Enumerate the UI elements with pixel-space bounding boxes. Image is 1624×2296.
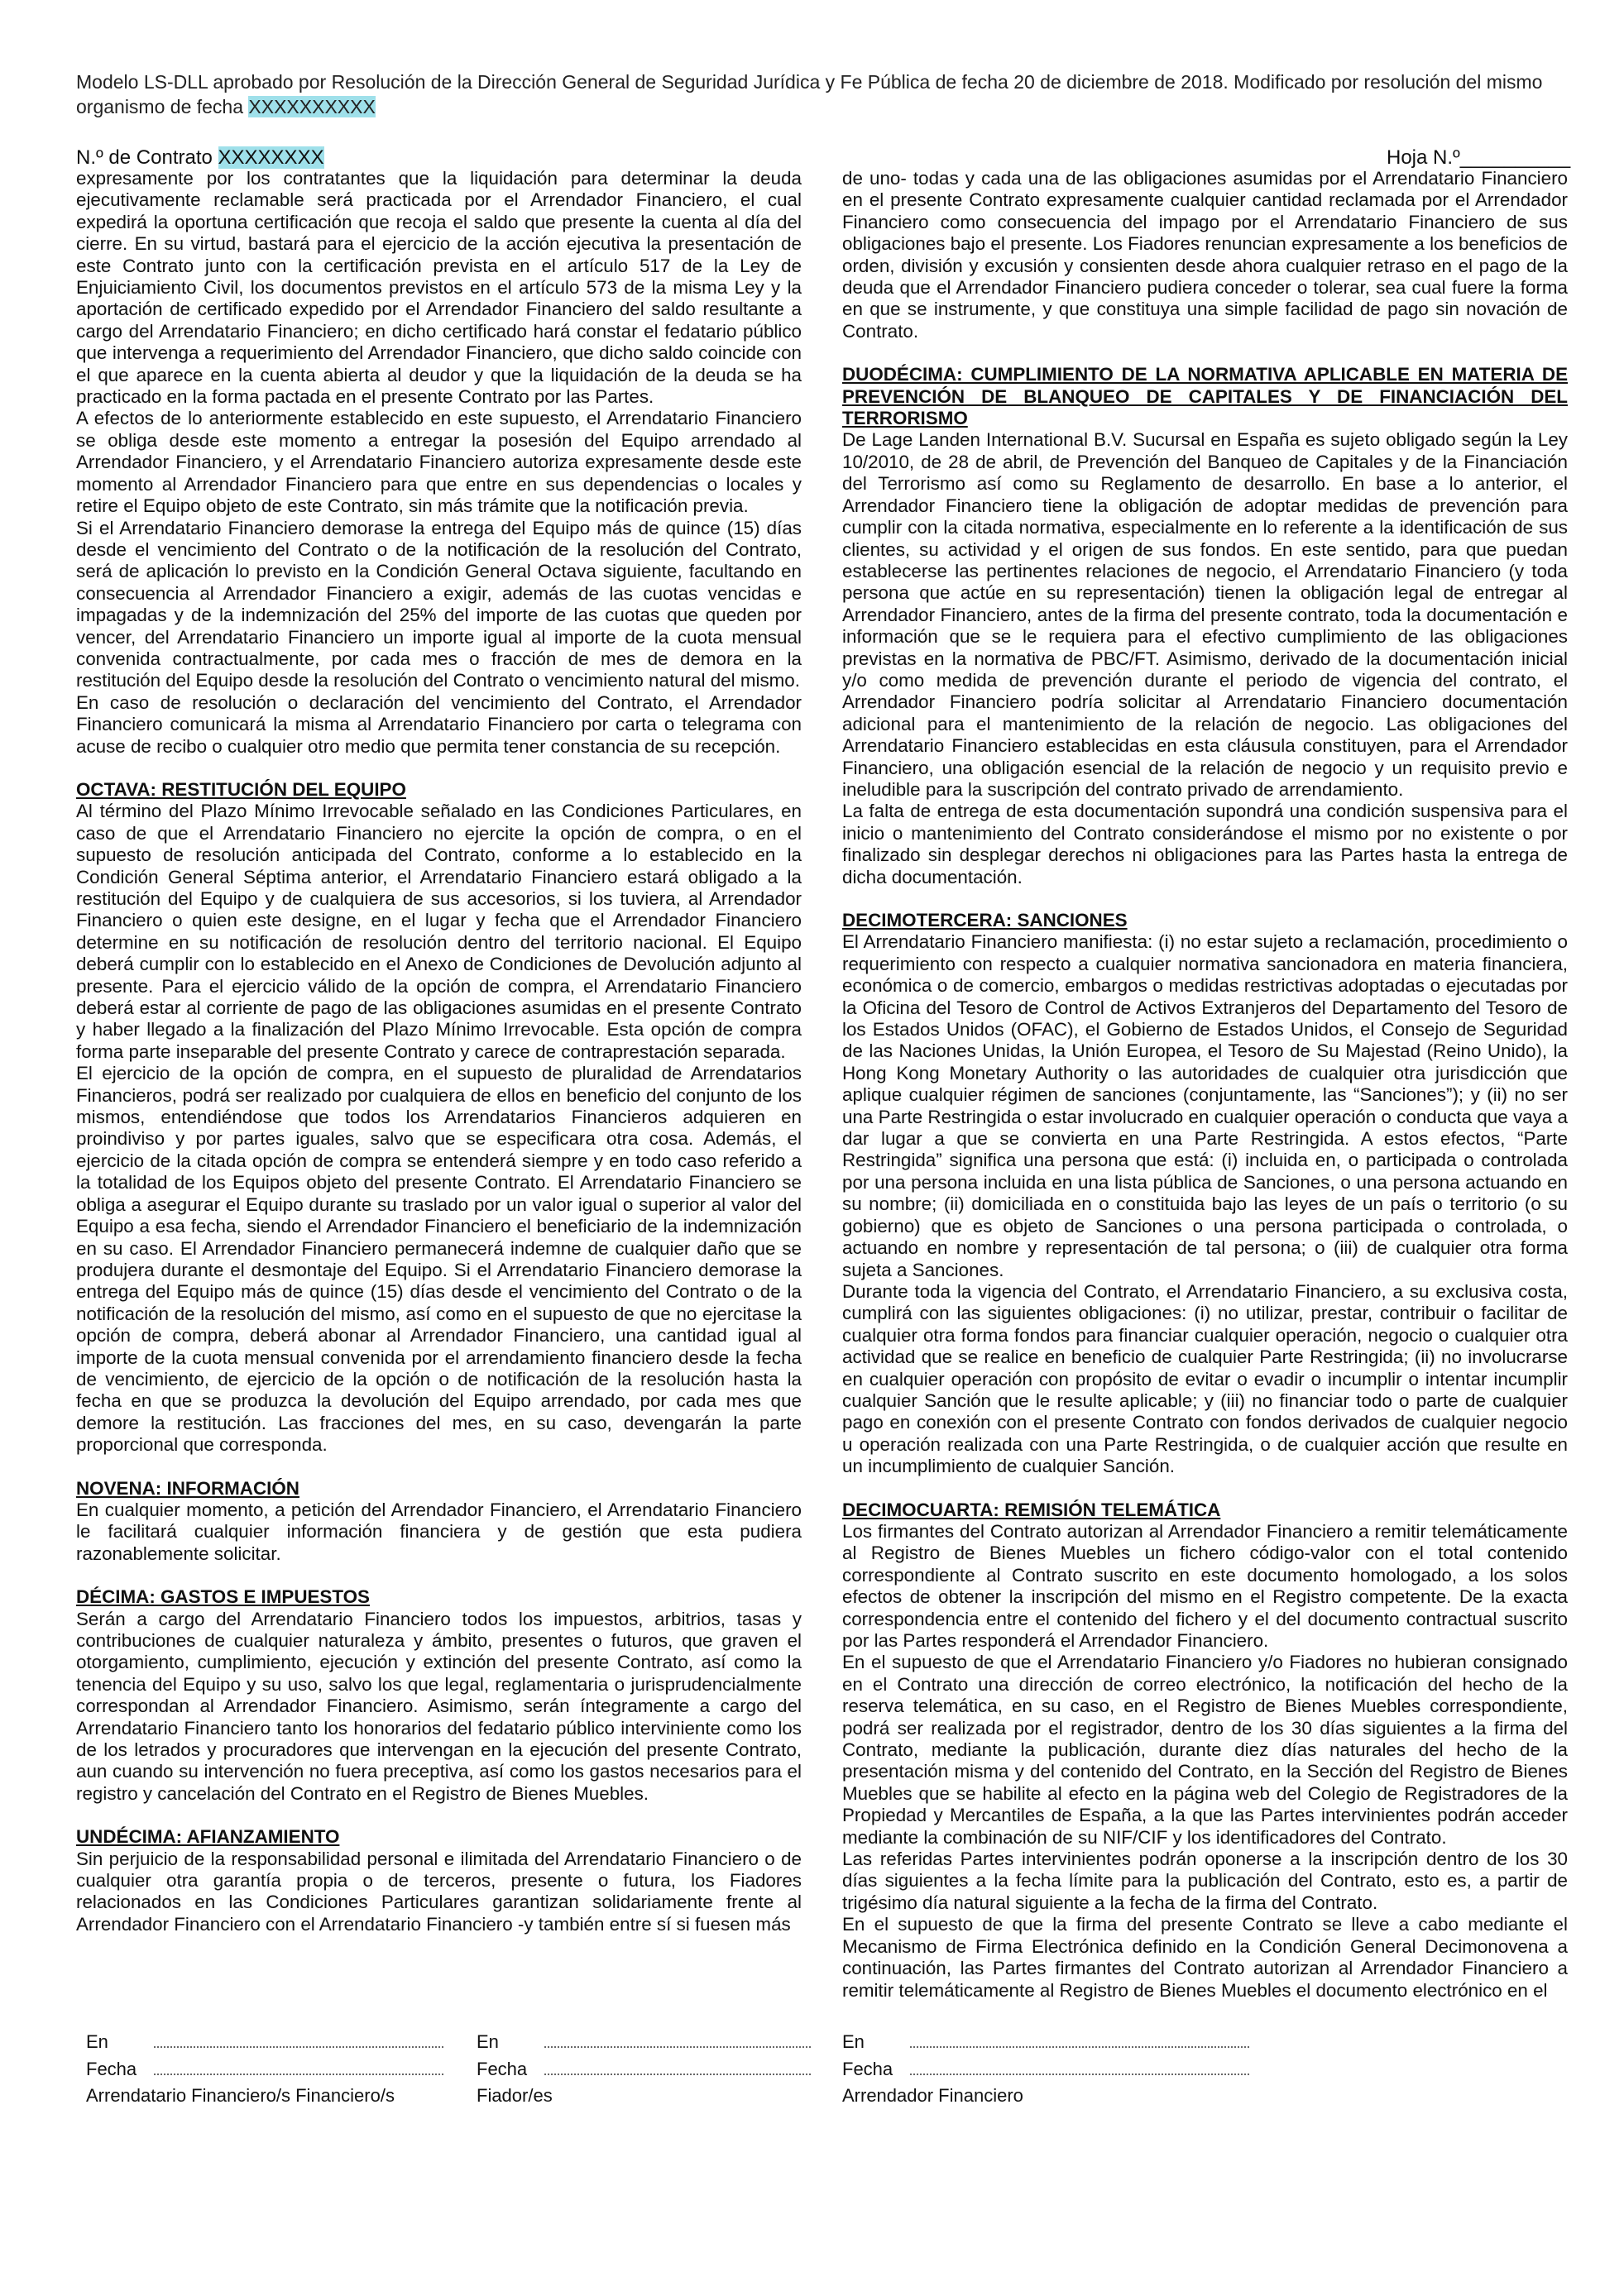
paragraph: expresamente por los contratantes que la liquidación para determinar la deuda ejecutivamente reclamable será practicada por el Arrendador Financiero, el cual expedirá la oportuna certificación que recoja el saldo que presente la cuenta al día del cierre. En su virtud, bastará para el ejercicio de la acción ejecutiva la presentación de este Contrato junto con la certificación prevista en el artículo 517 de la Ley de Enjuiciamiento Civil, los documentos previstos en el artículo 573 de la misma Ley y la aportación de certificado expedido por el Arrendador Financiero del saldo resultante a cargo del Arrendatario Financiero; en dicho certificado hará constar el fedatario público que intervenga a requerimiento del Arrendador Financiero, que dicho saldo coincide con el que aparece en la cuenta abierta al deudor y que la liquidación de la deuda se ha practicado en la forma pactada en el presente Contrato por las Partes. [76, 168, 802, 408]
paragraph: En el supuesto de que la firma del presente Contrato se lleve a cabo mediante el Mecanismo de Firma Electrónica definido en la Condición General Decimonovena a continuación, las Partes firmantes del Contrato autorizan al Arrendador Financiero a remitir telemáticamente al Registro de Bienes Muebles el documento electrónico en el [842, 1914, 1568, 2001]
place-label: En [86, 2031, 108, 2052]
date-label: Fecha [86, 2059, 137, 2079]
paragraph: Al término del Plazo Mínimo Irrevocable señalado en las Condiciones Particulares, en caso de que el Arrendatario Financiero no ejercite la opción de compra, o en el supuesto de resolución anticipada del Contrato, conforme a lo establecido en la Condición General Séptima anterior, el Arrendatario Financiero estará obligado a la restitución del Equipo y de cualquiera de sus accesorios, si los tuviera, al Arrendador Financiero o quien este designe, en el lugar y fecha que el Arrendador Financiero determine en su notificación de resolución dentro del territorio nacional. El Equipo deberá cumplir con lo establecido en el Anexo de Condiciones de Devolución adjunto al presente. Para el ejercicio válido de la opción de compra, el Arrendatario Financiero deberá estar al corriente de pago de las obligaciones asumidas en el presente Contrato y haber llegado a la finalización del Plazo Mínimo Irrevocable. Esta opción de compra forma parte inseparable del presente Contrato y carece de contraprestación separada. [76, 801, 802, 1062]
date-field[interactable] [544, 2055, 811, 2075]
signature-block-guarantor [477, 2028, 811, 2109]
paragraph: Si el Arrendatario Financiero demorase la entrega del Equipo más de quince (15) días desde el vencimiento del Contrato o de la notificación de la resolución del Contrato, será de aplicación lo previsto en la Condición General Octava siguiente, facultando en consecuencia al Arrendador Financiero a exigir, además de las cuotas vencidas e impagadas y de la indemnización del 25% del importe de las cuotas que queden por vencer, del Arrendatario Financiero un importe igual al importe de la cuota mensual convenida contractualmente, por cada mes o fracción de mes de demora en la restitución del Equipo desde la resolución del Contrato o vencimiento natural del mismo. [76, 517, 802, 691]
contract-number-label: N.º de Contrato [76, 146, 218, 169]
signer-role: Fiador/es [477, 2085, 553, 2106]
paragraph: A efectos de lo anteriormente establecido en este supuesto, el Arrendatario Financiero se obliga desde este momento a entregar la posesión del Equipo arrendado al Arrendador Financiero, y el Arrendatario Financiero autoriza expresamente desde este momento al Arrendador Financiero para que entre en sus dependencias o locales y retire el Equipo objeto de este Contrato, sin más trámite que la notificación previa. [76, 408, 802, 517]
signer-role: Arrendador Financiero [842, 2085, 1023, 2106]
place-field[interactable] [910, 2028, 1249, 2048]
signature-block-lessor [842, 2028, 1249, 2109]
section-heading-decimocuarta: DECIMOCUARTA: REMISIÓN TELEMÁTICA [842, 1499, 1221, 1520]
paragraph: Sin perjuicio de la responsabilidad personal e ilimitada del Arrendatario Financiero o de cualquier otra garantía propia o de terceros, presente o futura, los Fiadores relacionados en las Condiciones Particulares garantizan solidariamente frente al Arrendador Financiero con el Arrendatario Financiero -y también entre sí si fuesen más [76, 1848, 802, 1935]
paragraph: Serán a cargo del Arrendatario Financiero todos los impuestos, arbitrios, tasas y contribuciones de cualquier naturaleza y ámbito, presentes o futuros, que graven el otorgamiento, cumplimiento, ejecución y extinción del presente Contrato, así como la tenencia del Equipo y su uso, salvo los que legal, reglamentaria o jurisprudencialmente correspondan al Arrendador Financiero. Asimismo, serán íntegramente a cargo del Arrendatario Financiero tanto los honorarios del fedatario público interviniente como los de los letrados y procuradores que intervengan en la ejecución del presente Contrato, aun cuando su intervención no fuera preceptiva, así como los gastos necesarios para el registro y cancelación del Contrato en el Registro de Bienes Muebles. [76, 1608, 802, 1804]
section-heading-novena: NOVENA: INFORMACIÓN [76, 1477, 299, 1499]
paragraph: En el supuesto de que el Arrendatario Financiero y/o Fiadores no hubieran consignado en el Contrato una dirección de correo electrónico, la notificación del hecho de la reserva telemática, en su caso, en el Registro de Bienes Muebles correspondiente, podrá ser realizada por el registrador, dentro de los 30 días siguientes a la firma del Contrato, mediante la publicación, durante diez días naturales del hecho de la presentación misma y del contenido del Contrato, en la Sección del Registro de Bienes Muebles que se habilite al efecto en la página web del Colegio de Registradores de la Propiedad y Mercantiles de España, a la que las Partes intervinientes podrán acceder mediante la combinación de su NIF/CIF y los identificadores del Contrato. [842, 1652, 1568, 1848]
left-column [76, 168, 802, 1935]
date-field[interactable] [910, 2055, 1249, 2075]
contract-number [76, 146, 324, 170]
signature-block-lessee [86, 2028, 443, 2109]
document-header [76, 69, 1565, 119]
section-heading-octava: OCTAVA: RESTITUCIÓN DEL EQUIPO [76, 778, 406, 800]
place-label: En [477, 2031, 499, 2052]
signer-role: Arrendatario Financiero/s Financiero/s [86, 2085, 395, 2106]
place-field[interactable] [154, 2028, 443, 2048]
header-text: Modelo LS-DLL aprobado por Resolución de la Dirección General de Seguridad Jurídica y Fe Pública de fecha 20 de diciembre de 2018. Modificado por resolución del mismo organismo de fecha [76, 71, 1543, 117]
paragraph: En cualquier momento, a petición del Arrendador Financiero, el Arrendatario Financiero le facilitará cualquier información financiera y de gestión que esta pudiera razonablemente solicitar. [76, 1499, 802, 1564]
date-field[interactable] [154, 2055, 443, 2075]
date-label: Fecha [477, 2059, 528, 2079]
section-heading-undecima: UNDÉCIMA: AFIANZAMIENTO [76, 1826, 340, 1848]
paragraph: La falta de entrega de esta documentación supondrá una condición suspensiva para el inicio o mantenimiento del Contrato considerándose el mismo por no existente o por finalizado sin desplegar derechos ni obligaciones para las Partes hasta la entrega de dicha documentación. [842, 801, 1568, 887]
paragraph: En caso de resolución o declaración del vencimiento del Contrato, el Arrendador Financiero comunicará la misma al Arrendatario Financiero por carta o telegrama con acuse de recibo o cualquier otro medio que permita tener constancia de su recepción. [76, 691, 802, 757]
paragraph: El Arrendatario Financiero manifiesta: (i) no estar sujeto a reclamación, procedimiento o requerimiento con respecto a cualquier normativa sancionadora en materia financiera, económica o de comercio, embargos o medidas restrictivas adoptadas o ejecutadas por la Oficina del Tesoro de Control de Activos Extranjeros del Departamento del Tesoro de los Estados Unidos (OFAC), el Gobierno de Estados Unidos, el Consejo de Seguridad de las Naciones Unidas, la Unión Europea, el Tesoro de Su Majestad (Reino Unido), la Hong Kong Monetary Authority o las autoridades de cualquier otra jurisdicción que aplique cualquier régimen de sanciones (conjuntamente, las “Sanciones”); y (ii) no ser una Parte Restringida o estar involucrado en cualquier operación o conducta que vaya a dar lugar a que se convierta en una Parte Restringida. A estos efectos, “Parte Restringida” significa una persona que está: (i) incluida en, o participada o controlada por una persona incluida en una lista pública de Sanciones, o una persona actuando en su nombre; (ii) domiciliada en o constituida bajo las leyes de un país o territorio (o su gobierno) que es objeto de Sanciones o una persona participada o controlada, o actuando en nombre y representación de tal persona; o (iii) de cualquier otra forma sujeta a Sanciones. [842, 931, 1568, 1280]
paragraph: De Lage Landen International B.V. Sucursal en España es sujeto obligado según la Ley 10/2010, de 28 de abril, de Prevención del Banqueo de Capitales y de la Financiación del Terrorismo así como su Reglamento de desarrollo. En base a lo anterior, el Arrendador Financiero tiene la obligación de adoptar medidas de prevención para cumplir con la citada normativa, especialmente en lo referente a la identificación de sus clientes, su actividad y el origen de sus fondos. En este sentido, para que puedan establecerse las pertinentes relaciones de negocio, el Arrendatario Financiero (y toda persona que actúe en su representación) tienen la obligación legal de entregar al Arrendador Financiero, antes de la firma del presente contrato, toda la documentación e información que se le requiera para el efectivo cumplimiento de las obligaciones previstas en la normativa de PBC/FT. Asimismo, derivado de la documentación inicial y/o como medida de prevención durante el periodo de vigencia del contrato, el Arrendador Financiero podría solicitar al Arrendatario Financiero documentación adicional para el mantenimiento de la relación de negocio. Las obligaciones del Arrendatario Financiero establecidas en esta cláusula constituyen, para el Arrendador Financiero, una obligación esencial de la relación de negocio y un requisito previo e ineludible para la suscripción del contrato privado de arrendamiento. [842, 429, 1568, 800]
place-label: En [842, 2031, 865, 2052]
date-label: Fecha [842, 2059, 893, 2079]
contract-number-value: XXXXXXXX [218, 146, 324, 169]
section-heading-decimotercera: DECIMOTERCERA: SANCIONES [842, 910, 1128, 930]
paragraph: Los firmantes del Contrato autorizan al Arrendador Financiero a remitir telemáticamente al Registro de Bienes Muebles un fichero código-valor con el total contenido correspondiente al Contrato suscrito en este documento homologado, a los solos efectos de obtener la inscripción del mismo en el Registro competente. De la exacta correspondencia entre el contenido del fichero y el del documento contractual suscrito por las Partes responderá el Arrendador Financiero. [842, 1520, 1568, 1651]
section-heading-decima: DÉCIMA: GASTOS E IMPUESTOS [76, 1586, 370, 1608]
paragraph: de uno- todas y cada una de las obligaciones asumidas por el Arrendatario Financiero en el presente Contrato expresamente cualquier cantidad reclamada por el Arrendador Financiero como consecuencia del impago por el Arrendatario Financiero de sus obligaciones bajo el presente. Los Fiadores renuncian expresamente a los beneficios de orden, división y excusión y consienten desde ahora cualquier retraso en el pago de la deuda que el Arrendador Financiero pudiera conceder o tolerar, sea cual fuere la forma en que se instrumente, y que constituya una simple facilidad de pago sin novación de Contrato. [842, 168, 1568, 342]
paragraph: El ejercicio de la opción de compra, en el supuesto de pluralidad de Arrendatarios Financieros, podrá ser realizado por cualquiera de ellos en beneficio del conjunto de los mismos, entendiéndose que todos los Arrendatarios Financieros adquieren en proindiviso y por partes iguales, salvo que se especificara otra cosa. Además, el ejercicio de la citada opción de compra se entenderá siempre y en todo caso referido a la totalidad de los Equipos objeto del presente Contrato. El Arrendatario Financiero se obliga a asegurar el Equipo durante su traslado por un valor igual o superior al valor del Equipo a esa fecha, siendo el Arrendador Financiero el beneficiario de la indemnización en su caso. El Arrendador Financiero permanecerá indemne de cualquier daño que se produjera durante el desmontaje del Equipo. Si el Arrendatario Financiero demorase la entrega del Equipo más de quince (15) días desde el vencimiento del Contrato o de la notificación de la resolución del mismo, así como en el supuesto de que no ejercitase la opción de compra, deberá abonar al Arrendador Financiero, una cantidad igual al importe de la cuota mensual convenida por el arrendamiento financiero desde la fecha de vencimiento, de ejercicio de la opción o de notificación de la resolución hasta la fecha en que se produzca la devolución del Equipo arrendado, por cada mes que demore la restitución. Las fracciones del mes, en su caso, devengarán la parte proporcional que corresponda. [76, 1063, 802, 1456]
paragraph: Las referidas Partes intervinientes podrán oponerse a la inscripción dentro de los 30 días siguientes a la fecha límite para la publicación del Contrato, esto es, a partir de trigésimo día natural siguiente a la fecha de la firma del Contrato. [842, 1849, 1568, 1913]
sheet-number: Hoja N.º__________ [1387, 146, 1571, 169]
place-field[interactable] [544, 2028, 811, 2048]
header-date-placeholder: XXXXXXXXXX [248, 96, 376, 117]
paragraph: Durante toda la vigencia del Contrato, el Arrendatario Financiero, a su exclusiva costa, cumplirá con las siguientes obligaciones: (i) no utilizar, prestar, contribuir o facilitar de cualquier otra forma fondos para financiar cualquier operación, negocio o cualquier otra actividad que se realice en beneficio de cualquier Parte Restringida; (ii) no involucrarse en cualquier operación con propósito de evitar o evadir o incumplir o intentar incumplir cualquier Sanción que le resulte aplicable; y (iii) no financiar todo o parte de cualquier pago en conexión con el presente Contrato con fondos derivados de cualquier negocio u operación realizada con una Parte Restringida, o de cualquier acción que resulte en un incumplimiento de cualquier Sanción. [842, 1280, 1568, 1477]
right-column [842, 168, 1568, 2002]
section-heading-duodecima: DUODÉCIMA: CUMPLIMIENTO DE LA NORMATIVA APLICABLE EN MATERIA DE PREVENCIÓN DE BLANQUEO DE CAPITALES Y DE FINANCIACIÓN DEL TERRORISMO [842, 364, 1568, 429]
